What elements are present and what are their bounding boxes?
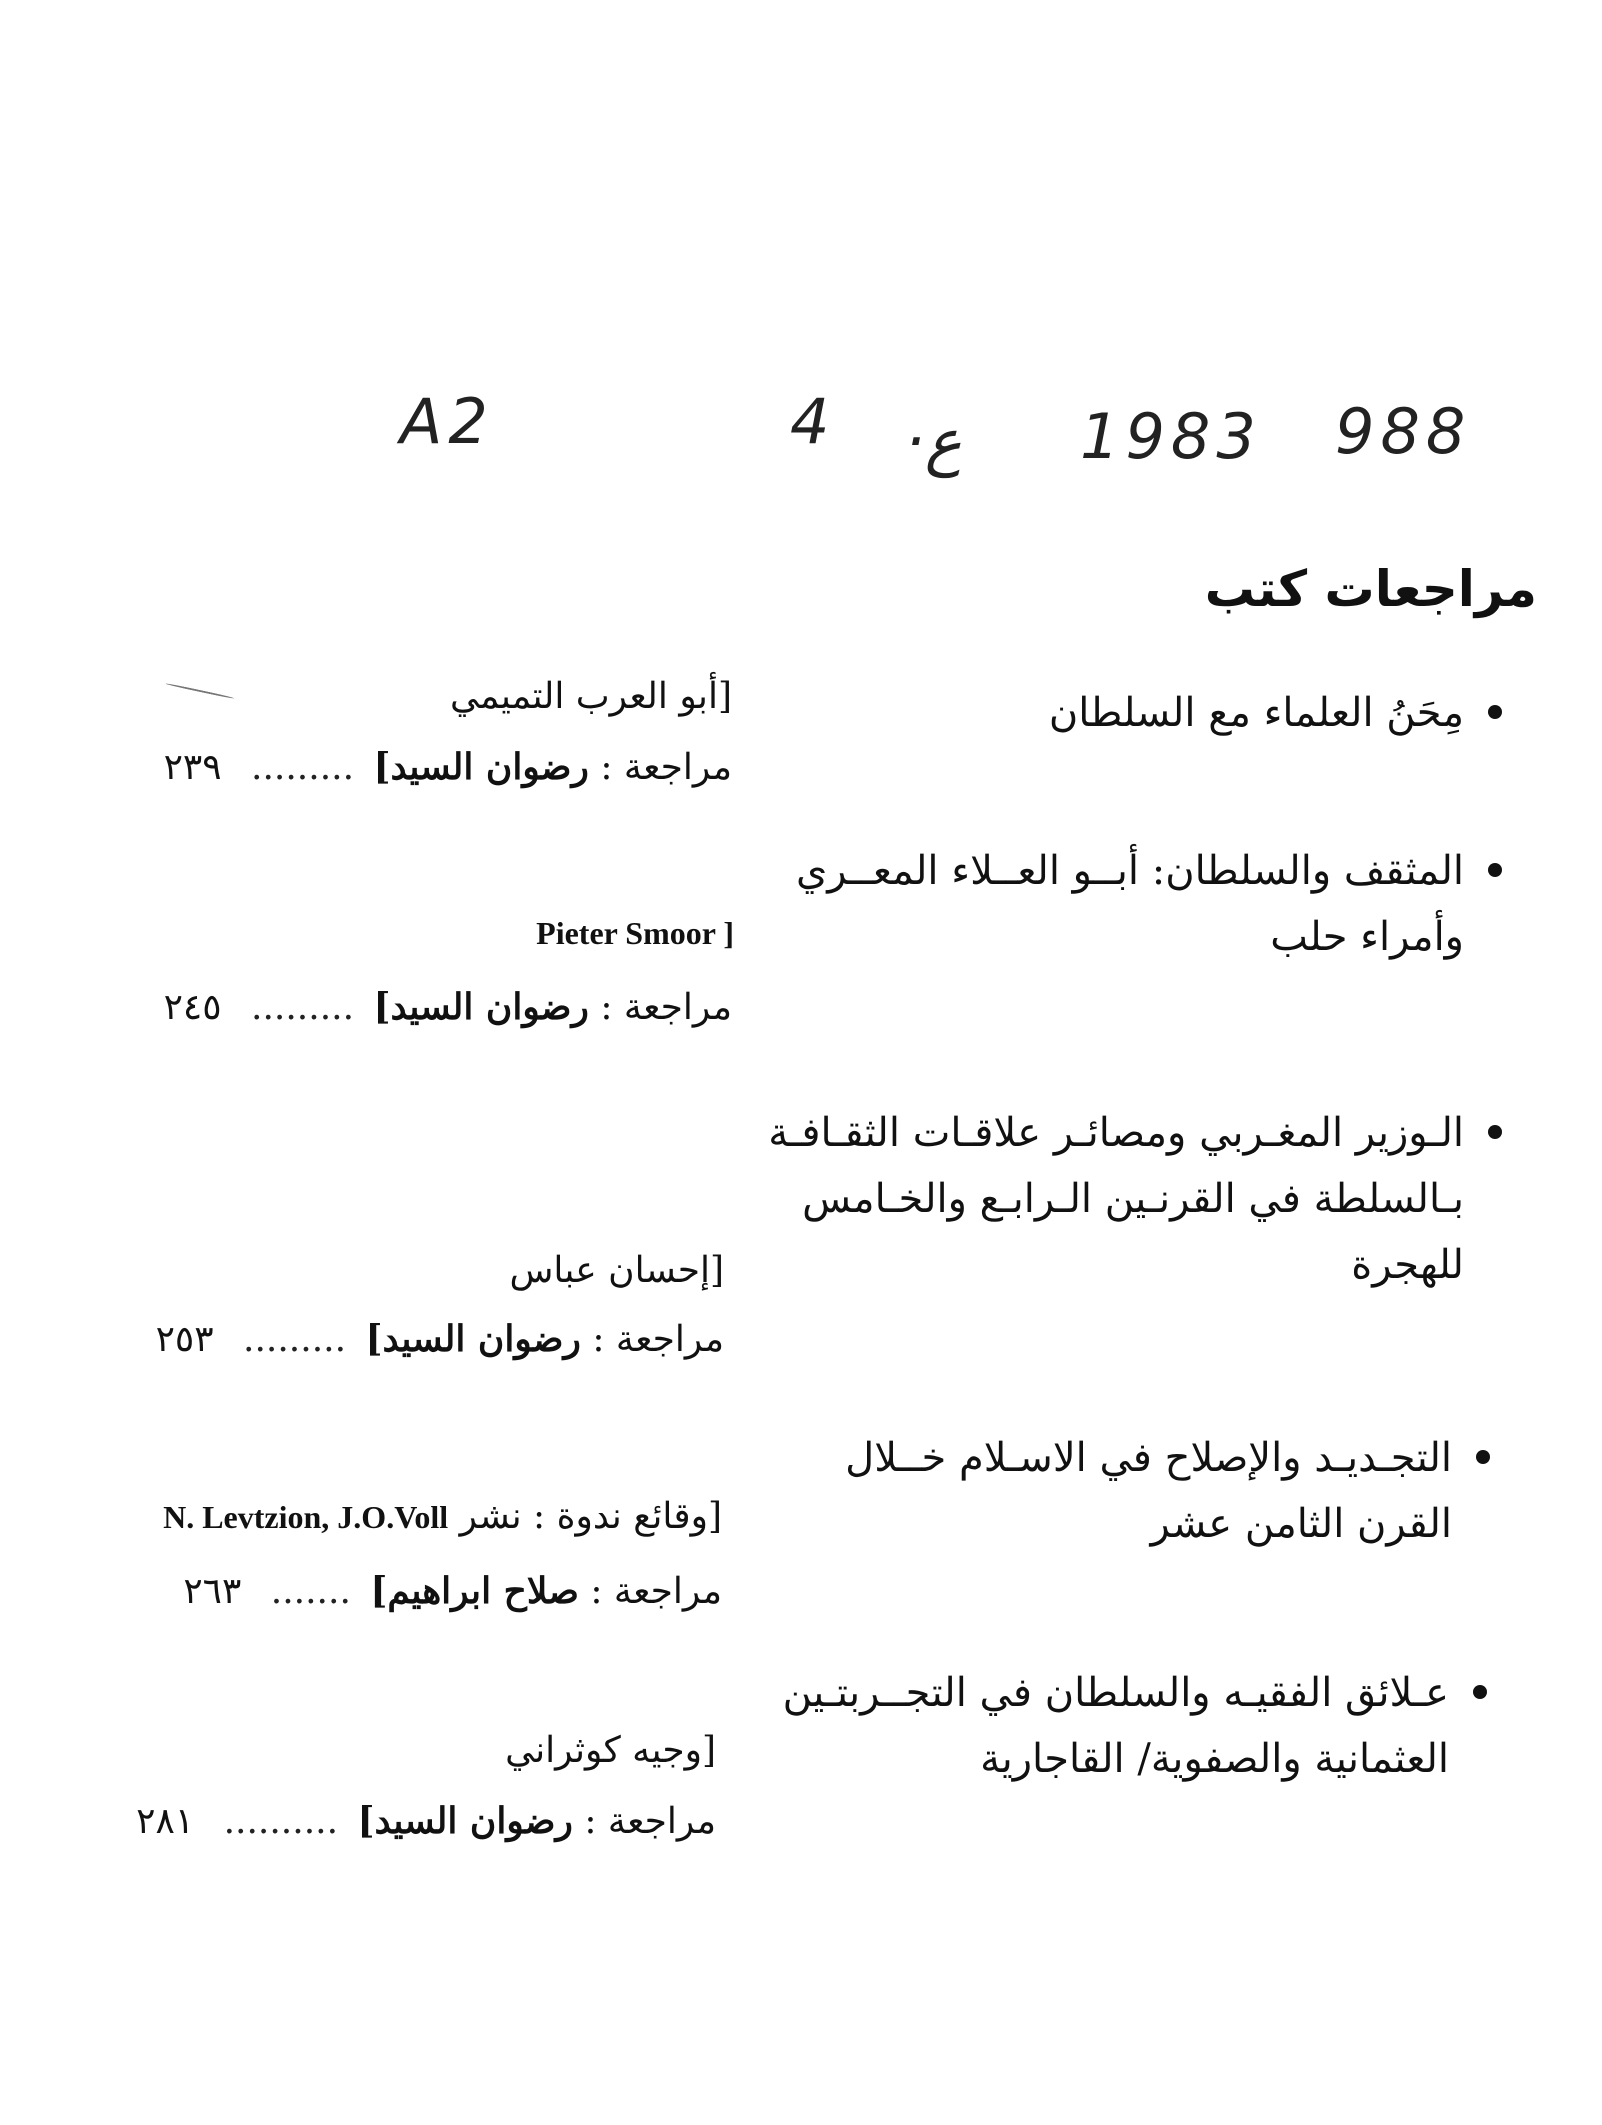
dot-leader: ......... [243, 1319, 347, 1360]
entry-5-title-line-2: العثمانية والصفوية/ القاجارية [980, 1736, 1449, 1782]
entry-5-review-line [136, 1800, 716, 1842]
entry-3-title [768, 1100, 1502, 1298]
entry-1-review-line [164, 746, 732, 788]
reviewer-name: رضوان السيد] [365, 1318, 581, 1360]
entry-4-title-line-1: التجـديـد والإصلاح في الاسـلام خــلال [845, 1425, 1490, 1491]
page-number: ٢٨١ [136, 1801, 195, 1842]
handwritten-year: 1983 [1080, 400, 1262, 473]
entry-5-author: [وجيه كوثراني [505, 1730, 716, 1771]
review-label: مراجعة : [600, 987, 732, 1028]
author-name: Pieter Smoor ] [536, 915, 734, 951]
handwritten-issue-number: 4 [790, 385, 836, 458]
handwritten-id-number: 988 [1335, 395, 1472, 468]
entry-1-title [1049, 680, 1502, 746]
page-number: ٢٤٥ [163, 987, 222, 1028]
entry-1-author: [أبو العرب التميمي [450, 676, 732, 717]
entry-4-author [163, 1496, 722, 1537]
reviewer-name: رضوان السيد] [373, 746, 589, 788]
entry-3-author: [إحسان عباس [509, 1250, 724, 1291]
page-number: ٢٦٣ [183, 1571, 242, 1612]
entry-2-title [796, 838, 1502, 970]
dot-leader: .......... [223, 1801, 339, 1842]
review-label: مراجعة : [592, 1319, 724, 1360]
reviewer-name: رضوان السيد] [357, 1800, 573, 1842]
entry-3-title-line-3: للهجرة [1351, 1242, 1464, 1288]
entry-3-title-line-2: بـالسلطة في القرنـين الـرابـع والخـامس [802, 1176, 1464, 1222]
entry-5-title-line-1: عـلائق الفقيـه والسلطان في التجــربتـين [783, 1660, 1487, 1726]
entry-2-review-line [164, 986, 732, 1028]
entry-5-title [783, 1660, 1487, 1792]
entry-2-author [536, 912, 734, 953]
entry-4-title-line-2: القرن الثامن عشر [1150, 1501, 1452, 1547]
entry-3-title-line-1: الـوزير المغـربي ومصائـر علاقـات الثقـافـة [768, 1100, 1502, 1166]
bullet-icon [1488, 1125, 1502, 1139]
page-number: ٢٥٣ [155, 1319, 214, 1360]
bullet-icon [1488, 863, 1502, 877]
dot-leader: ......... [251, 987, 355, 1028]
handwritten-issue-sign: ·ع [905, 405, 962, 478]
reviewer-name: صلاح ابراهيم] [370, 1570, 579, 1612]
review-label: مراجعة : [584, 1801, 716, 1842]
entry-3-review-line [156, 1318, 724, 1360]
entry-2-title-line-2: وأمراء حلب [1270, 914, 1464, 960]
scan-mark [166, 683, 235, 700]
reviewer-name: رضوان السيد] [373, 986, 589, 1028]
bullet-icon [1476, 1450, 1490, 1464]
dot-leader: ....... [270, 1571, 351, 1612]
dot-leader: ......... [251, 747, 355, 788]
bullet-icon [1473, 1685, 1487, 1699]
author-prefix: [وقائع ندوة : نشر [459, 1496, 722, 1537]
bullet-icon [1488, 705, 1502, 719]
author-name: N. Levtzion, J.O.Voll [163, 1499, 449, 1535]
page-number: ٢٣٩ [163, 747, 222, 788]
handwritten-series-code: A2 [400, 385, 494, 458]
review-label: مراجعة : [600, 747, 732, 788]
entry-4-title [845, 1425, 1490, 1557]
entry-4-review-line [183, 1570, 722, 1612]
review-label: مراجعة : [590, 1571, 722, 1612]
entry-2-title-line-1: المثقف والسلطان: أبــو العــلاء المعــري [796, 838, 1502, 904]
entry-1-title-line-1: مِحَنُ العلماء مع السلطان [1049, 680, 1502, 746]
section-title: مراجعات كتب [1204, 560, 1537, 618]
